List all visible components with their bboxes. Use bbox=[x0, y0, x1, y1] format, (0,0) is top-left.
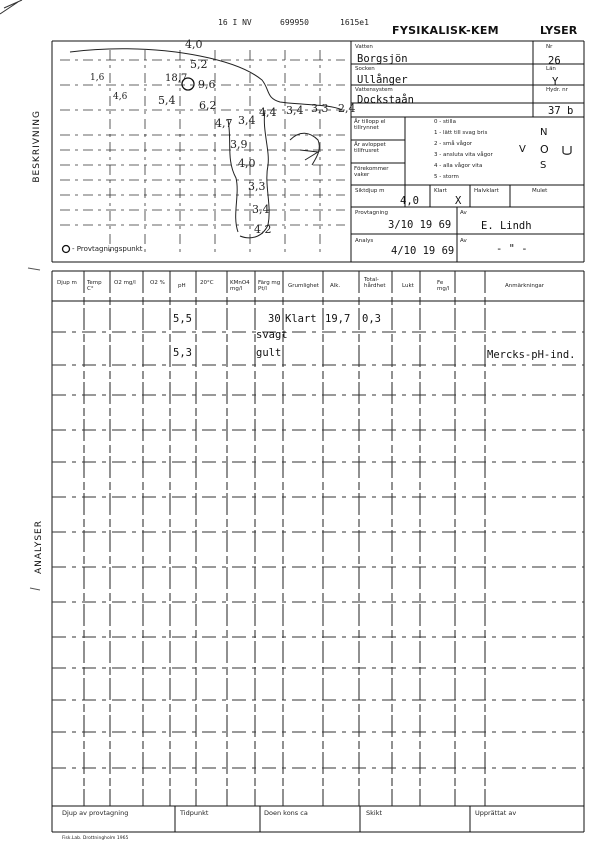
inflow-label: Är tillopp el tillrynnet bbox=[354, 119, 386, 131]
side-label-analyser: ANALYSER bbox=[34, 520, 44, 575]
footer-label: Skikt bbox=[366, 809, 383, 817]
wind-scale-item: 5 - storm bbox=[434, 174, 459, 180]
depth-label: 3,4 bbox=[238, 114, 256, 127]
wind-header: 0 - stilla bbox=[434, 119, 456, 125]
depth-label: 3,3 bbox=[248, 180, 266, 193]
column-header: KMnO4 mg/l bbox=[230, 280, 250, 292]
footer-label: Tidpunkt bbox=[180, 809, 209, 817]
nr-value: 26 bbox=[548, 55, 561, 67]
column-header: O2 mg/l bbox=[114, 280, 136, 286]
sampling-date: 3/10 19 69 bbox=[388, 219, 452, 231]
clear-label: Klart bbox=[434, 188, 447, 194]
analyst-label: Av bbox=[460, 238, 467, 244]
water-system-value: Dockstaån bbox=[357, 94, 414, 106]
analysis-label: Analys bbox=[355, 238, 374, 244]
column-header: Färg mg Pt/l bbox=[258, 280, 281, 292]
depth-label: 4,0 bbox=[238, 157, 256, 170]
compass-mark-icon bbox=[560, 143, 574, 157]
overcast-label: Mulet bbox=[532, 188, 548, 194]
cell-kmno4: 30 bbox=[268, 313, 281, 325]
wind-scale-item: 2 - små vågor bbox=[434, 141, 473, 147]
depth-label: 5,4 bbox=[158, 94, 176, 107]
header-code-1: 16 I NV bbox=[218, 18, 252, 27]
depth-label: 9,6 bbox=[198, 78, 216, 91]
hydr-value: 37 b bbox=[548, 105, 574, 117]
county-value: Y bbox=[552, 76, 559, 88]
cell-note: Mercks-pH-ind. bbox=[487, 349, 576, 361]
depth-label: 1,6 bbox=[90, 73, 105, 83]
column-header: Total-hårdhet bbox=[364, 277, 386, 289]
column-header: Grumlighet bbox=[288, 283, 319, 289]
depth-label: 3,3 bbox=[311, 102, 329, 115]
depth-label: 4,7 bbox=[215, 117, 233, 130]
footer-label: Doen kons ca bbox=[264, 809, 308, 817]
form-title-suffix: LYSER bbox=[540, 24, 578, 37]
cell-alk: 19,7 bbox=[325, 313, 351, 325]
lake-value: Borgsjön bbox=[357, 53, 408, 65]
compass-o: O bbox=[540, 143, 549, 156]
form-title: FYSIKALISK-KEM bbox=[392, 24, 499, 37]
side-label-beskrivning: BESKRIVNING bbox=[32, 110, 42, 183]
wind-scale-item: 1 - lätt till svag bris bbox=[434, 130, 488, 136]
depth-label: 3,4 bbox=[252, 203, 270, 216]
cell-grumlighet: svagt bbox=[256, 329, 288, 341]
sampling-label: Provtagning bbox=[355, 210, 388, 216]
secchi-label: Siktdjup m bbox=[355, 188, 385, 194]
compass-v: V bbox=[519, 144, 526, 155]
cell-ph: 5,5 bbox=[173, 313, 192, 325]
wind-scale-item: 4 - alla vågor vita bbox=[434, 163, 483, 169]
outflow-label: Är avloppet tillfrusret bbox=[354, 142, 386, 154]
compass-n: N bbox=[540, 127, 548, 138]
sampler-label: Av bbox=[460, 210, 467, 216]
county-label: Län bbox=[546, 66, 556, 72]
map-legend: - Provtagningspunkt bbox=[72, 245, 143, 253]
printer-note: Fisk.Lab. Drottningholm 1965 bbox=[62, 836, 129, 841]
header-code-3: 1615e1 bbox=[340, 18, 369, 27]
column-header: pH bbox=[178, 283, 186, 289]
cell-ph: 5,3 bbox=[173, 347, 192, 359]
hydr-label: Hydr. nr bbox=[546, 87, 568, 93]
secchi-value: 4,0 bbox=[400, 195, 419, 207]
compass-s: S bbox=[540, 160, 547, 171]
depth-label: 3,9 bbox=[230, 138, 248, 151]
wind-scale-item: 3 - ansluta vita vågor bbox=[434, 152, 493, 158]
depth-label: 4,2 bbox=[254, 223, 272, 236]
parish-value: Ullånger bbox=[357, 74, 408, 86]
depth-label: 6,2 bbox=[199, 99, 217, 112]
footer-label: Djup av provtagning bbox=[62, 809, 129, 817]
column-header: Anmärkningar bbox=[505, 283, 545, 289]
depth-label: 2,4 bbox=[338, 102, 356, 115]
column-header: Temp C° bbox=[87, 280, 102, 292]
column-header: Lukt bbox=[402, 283, 414, 289]
water-system-label: Vattensystem bbox=[355, 87, 393, 93]
sampler-value: E. Lindh bbox=[481, 220, 532, 232]
analysis-date: 4/10 19 69 bbox=[391, 245, 455, 257]
lake-label: Vatten bbox=[355, 44, 373, 50]
depth-label: 18,7 bbox=[165, 73, 188, 84]
depth-label: 4,0 bbox=[185, 38, 203, 51]
depth-label: 4,4 bbox=[259, 106, 277, 119]
footer-label: Upprättat av bbox=[475, 809, 517, 817]
depth-label: 4,6 bbox=[113, 92, 128, 102]
column-header: Fe mg/l bbox=[437, 280, 450, 292]
cloudy-label: Halvklart bbox=[474, 188, 499, 194]
column-header: O2 % bbox=[150, 280, 165, 286]
parish-label: Socken bbox=[355, 66, 375, 72]
header-code-2: 699950 bbox=[280, 18, 309, 27]
depth-label: 5,2 bbox=[190, 58, 208, 71]
depth-label: 3,4 bbox=[286, 104, 304, 117]
cell-grumlighet: gult bbox=[256, 347, 282, 359]
cell-grumlighet: Klart bbox=[285, 313, 317, 325]
column-header: 20°C bbox=[200, 280, 214, 286]
clear-value: X bbox=[455, 195, 462, 207]
column-header: Djup m bbox=[57, 280, 77, 286]
nr-label: Nr bbox=[546, 44, 553, 50]
column-header: Alk. bbox=[330, 283, 341, 289]
analyst-value: - " - bbox=[496, 243, 528, 255]
ice-label: Förekommer vaker bbox=[354, 166, 389, 178]
cell-hardness: 0,3 bbox=[362, 313, 381, 325]
